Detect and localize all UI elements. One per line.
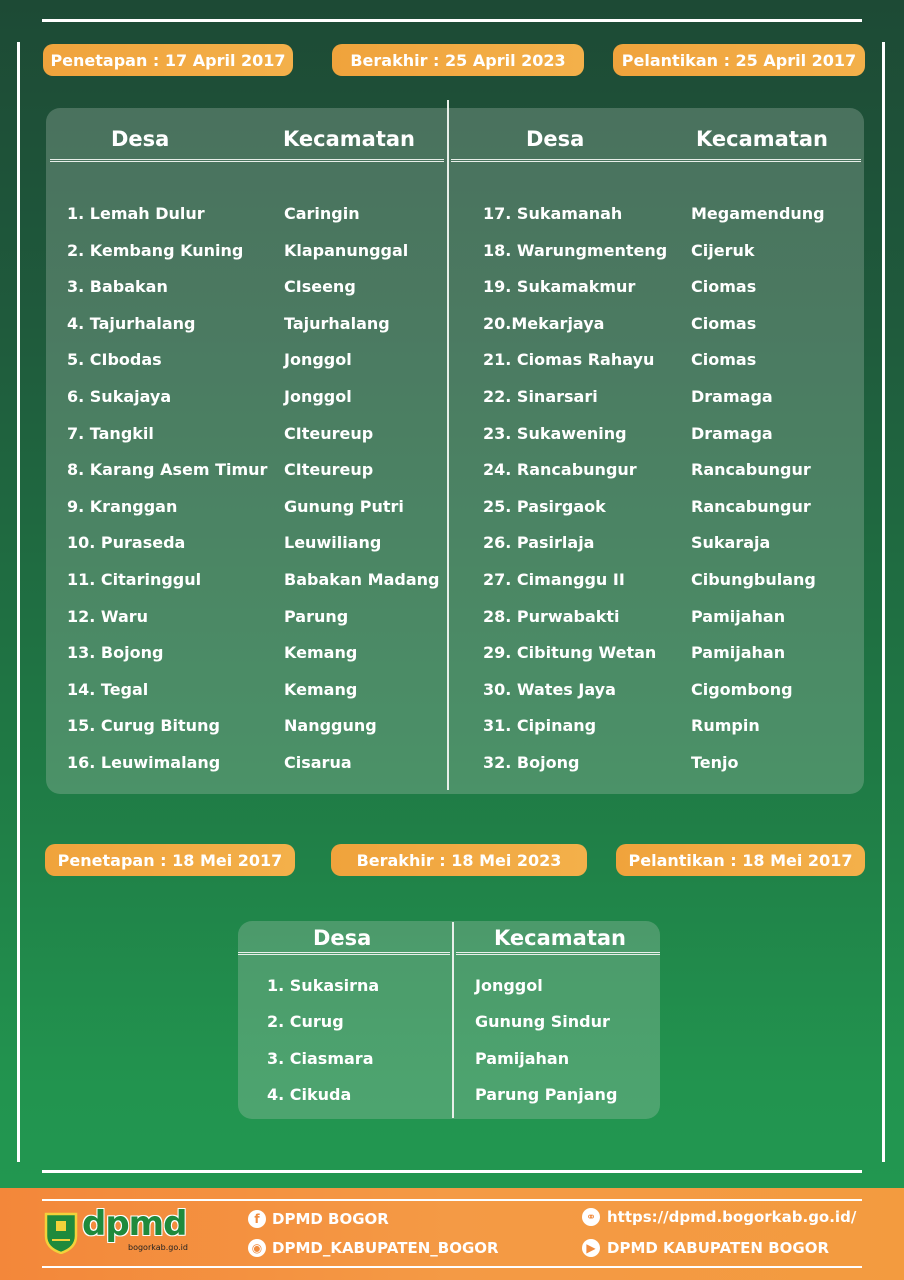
desa-cell: 9. Kranggan (67, 496, 178, 516)
kecamatan-cell: CIteureup (284, 423, 374, 443)
pelantikan-badge-1: Pelantikan : 25 April 2017 (613, 44, 865, 76)
logo-wordmark: dpmd (82, 1204, 187, 1244)
kecamatan-cell: Tenjo (691, 753, 739, 772)
desa-cell: 4. Tajurhalang (67, 313, 196, 333)
header2-desa: Desa (313, 926, 372, 950)
desa-cell: 27. Cimanggu II (483, 570, 625, 589)
top-rule (42, 19, 862, 22)
desa-cell: 18. Warungmenteng (483, 240, 668, 260)
table-divider (447, 100, 449, 790)
kecamatan-cell: Jonggol (284, 350, 352, 370)
kecamatan-cell: Dramaga (691, 387, 773, 406)
kecamatan-cell: Cijeruk (691, 240, 755, 260)
kecamatan-cell: Jonggol (284, 387, 352, 406)
facebook-icon[interactable]: f (248, 1210, 266, 1228)
globe-icon[interactable]: ⚭ (582, 1208, 600, 1226)
desa-cell: 12. Waru (67, 606, 149, 626)
kecamatan-cell: Sukaraja (691, 533, 771, 553)
desa-cell: 1. Lemah Dulur (67, 204, 205, 223)
youtube-channel[interactable]: DPMD KABUPATEN BOGOR (607, 1239, 830, 1257)
desa-cell: 3. Ciasmara (267, 1048, 374, 1068)
desa-cell: 10. Puraseda (67, 533, 186, 553)
facebook-handle[interactable]: DPMD BOGOR (272, 1210, 389, 1228)
kecamatan-cell: Megamendung (691, 204, 825, 223)
kecamatan-cell: Gunung Sindur (475, 1012, 610, 1032)
desa-cell: 22. Sinarsari (483, 387, 598, 406)
logo-subtitle: bogorkab.go.id (128, 1243, 188, 1252)
kecamatan-cell: Pamijahan (691, 643, 786, 663)
berakhir-badge-1: Berakhir : 25 April 2023 (332, 44, 584, 76)
header-desa-right: Desa (526, 127, 585, 151)
kecamatan-cell: Dramaga (691, 423, 773, 443)
pelantikan-badge-2: Pelantikan : 18 Mei 2017 (616, 844, 865, 876)
kecamatan-cell: Parung Panjang (475, 1085, 618, 1105)
table2-divider (452, 922, 454, 1118)
kecamatan-cell: Ciomas (691, 313, 757, 333)
kecamatan-cell: CIteureup (284, 460, 374, 480)
penetapan-badge-2: Penetapan : 18 Mei 2017 (45, 844, 295, 876)
desa-cell: 2. Kembang Kuning (67, 240, 244, 260)
header-double-rule-left (50, 159, 444, 162)
kecamatan-cell: Ciomas (691, 350, 757, 370)
kecamatan-cell: CIseeng (284, 277, 356, 297)
header2-double-rule-left (238, 952, 450, 955)
desa-cell: 11. Citaringgul (67, 570, 202, 589)
kecamatan-cell: Rancabungur (691, 496, 811, 516)
kecamatan-cell: Tajurhalang (284, 313, 390, 333)
kecamatan-cell: Pamijahan (475, 1048, 570, 1068)
left-border (17, 42, 20, 1162)
desa-cell: 21. Ciomas Rahayu (483, 350, 655, 370)
bottom-rule (42, 1170, 862, 1173)
instagram-icon[interactable]: ◉ (248, 1239, 266, 1257)
desa-cell: 23. Sukawening (483, 423, 627, 443)
desa-cell: 32. Bojong (483, 753, 580, 772)
desa-cell: 7. Tangkil (67, 423, 154, 443)
kecamatan-cell: Rumpin (691, 716, 760, 736)
desa-cell: 25. Pasirgaok (483, 496, 606, 516)
desa-cell: 14. Tegal (67, 679, 149, 699)
desa-cell: 17. Sukamanah (483, 204, 623, 223)
header-desa-left: Desa (111, 127, 170, 151)
desa-cell: 8. Karang Asem Timur (67, 460, 268, 480)
desa-cell: 6. Sukajaya (67, 387, 172, 406)
kecamatan-cell: Cibungbulang (691, 570, 816, 589)
desa-cell: 5. CIbodas (67, 350, 162, 370)
header2-double-rule-right (456, 952, 660, 955)
penetapan-badge-1: Penetapan : 17 April 2017 (43, 44, 293, 76)
desa-cell: 15. Curug Bitung (67, 716, 220, 736)
kecamatan-cell: Kemang (284, 679, 358, 699)
desa-cell: 24. Rancabungur (483, 460, 637, 480)
kecamatan-cell: Klapanunggal (284, 240, 409, 260)
desa-cell: 13. Bojong (67, 643, 164, 663)
kecamatan-cell: Nanggung (284, 716, 377, 736)
desa-cell: 28. Purwabakti (483, 606, 620, 626)
footer-bar (0, 1188, 904, 1280)
header2-kecamatan: Kecamatan (494, 926, 626, 950)
kecamatan-cell: Babakan Madang (284, 570, 440, 589)
kecamatan-cell: Leuwiliang (284, 533, 382, 553)
desa-cell: 31. Cipinang (483, 716, 597, 736)
kecamatan-cell: Pamijahan (691, 606, 786, 626)
kecamatan-cell: Cigombong (691, 679, 793, 699)
header-double-rule-right (451, 159, 861, 162)
berakhir-badge-2: Berakhir : 18 Mei 2023 (331, 844, 587, 876)
desa-cell: 20.Mekarjaya (483, 313, 605, 333)
desa-cell: 3. Babakan (67, 277, 168, 297)
desa-cell: 29. Cibitung Wetan (483, 643, 657, 663)
footer-top-rule (42, 1199, 862, 1201)
kecamatan-cell: Parung (284, 606, 349, 626)
header-kecamatan-right: Kecamatan (696, 127, 828, 151)
desa-cell: 4. Cikuda (267, 1085, 352, 1105)
desa-cell: 1. Sukasirna (267, 976, 380, 995)
kecamatan-cell: Kemang (284, 643, 358, 663)
kecamatan-cell: Caringin (284, 204, 360, 223)
website-link[interactable]: https://dpmd.bogorkab.go.id/ (607, 1208, 857, 1226)
desa-cell: 2. Curug (267, 1012, 344, 1032)
desa-cell: 30. Wates Jaya (483, 679, 616, 699)
desa-cell: 16. Leuwimalang (67, 753, 221, 772)
kecamatan-cell: Cisarua (284, 753, 352, 772)
footer-bottom-rule (42, 1266, 862, 1268)
desa-cell: 19. Sukamakmur (483, 277, 636, 297)
kecamatan-cell: Ciomas (691, 277, 757, 297)
header-kecamatan-left: Kecamatan (283, 127, 415, 151)
instagram-handle[interactable]: DPMD_KABUPATEN_BOGOR (272, 1239, 499, 1257)
kecamatan-cell: Gunung Putri (284, 496, 404, 516)
dpmd-logo (44, 1204, 189, 1256)
youtube-icon[interactable]: ▶ (582, 1239, 600, 1257)
kecamatan-cell: Jonggol (475, 976, 543, 995)
kecamatan-cell: Rancabungur (691, 460, 811, 480)
desa-cell: 26. Pasirlaja (483, 533, 595, 553)
right-border (882, 42, 885, 1162)
shield-emblem-icon (44, 1212, 78, 1254)
